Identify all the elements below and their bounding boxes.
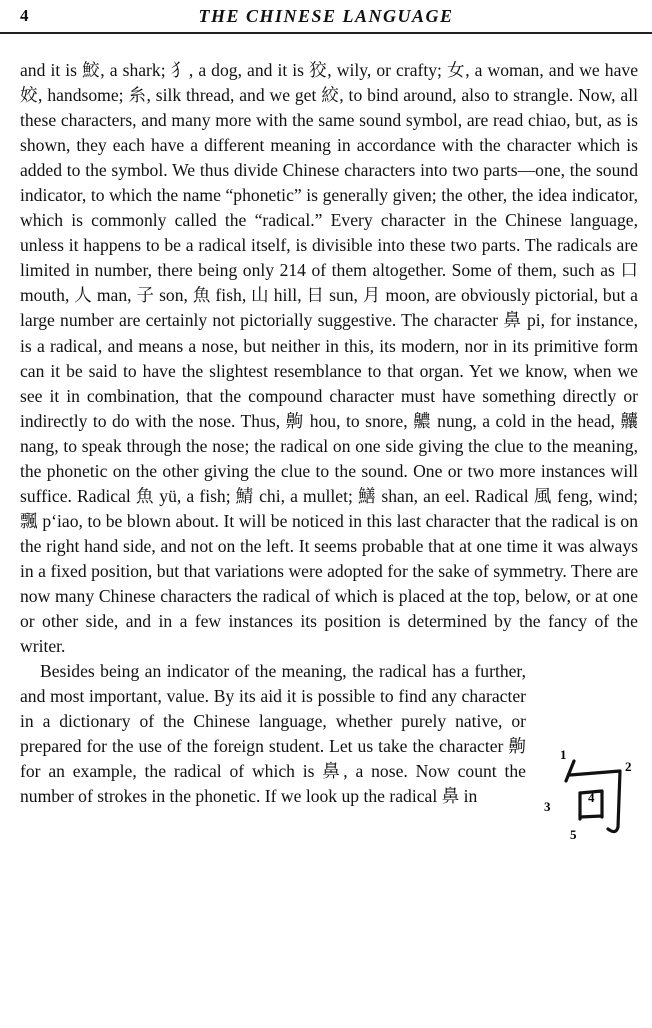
stroke-2 (570, 771, 620, 832)
stroke-5 (580, 816, 602, 817)
paragraph-2: Besides being an indicator of the meaning, the radical has a further, and most important, value. By its aid it is possible to find any character in a dictionary of the Chinese language, whether purely native, or prepared for the use of the foreign student. Let us take the character 齁 for an example, the radical of which is 鼻, a nose. Now count the number of strokes in the phonetic. If we look up the radical 鼻 in (20, 661, 526, 807)
page-header (0, 4, 652, 34)
stroke-number-1: 1 (560, 747, 567, 763)
stroke-number-4: 4 (588, 790, 595, 806)
stroke-1 (566, 761, 574, 781)
body-text (20, 58, 638, 859)
paragraph-1: and it is 鮫, a shark; 犭, a dog, and it is 狡, wily, or crafty; 女, a woman, and we have 姣, handsome; 糸, silk thread, and we get 絞, to bind around, also to strangle. Now, all these characters, and many more with the same sound symbol, are read chiao, but, as is shown, they each have a different meaning in accordance with the character which is added to the symbol. We thus divide Chinese characters into two parts—one, the sound indicator, to which the name “phonetic” is generally given; the other, the idea indicator, which is commonly called the “radical.” Every character in the Chinese language, unless it happens to be a radical itself, is divisible into these two parts. The radicals are limited in number, there being only 214 of them altogether. Some of them, such as 口 mouth, 人 man, 子 son, 魚 fish, 山 hill, 日 sun, 月 moon, are obviously pictorial, but a large number are certainly not pictorially suggestive. The character 鼻 pi, for instance, is a radical, and means a nose, but neither in this, its modern, nor in its primitive form can it be said to have the slightest resemblance to that organ. Yet we know, when we see it in combination, that the compound character must have something directly or indirectly to do with the nose. Thus, 齁 hou, to snore, 齈 nung, a cold in the head, 齉 nang, to speak through the nose; the radical on one side giving the clue to the meaning, the phonetic on the other giving the clue to the sound. One or two more instances will suffice. Radical 魚 yü, a fish; 鯖 chi, a mullet; 鱔 shan, an eel. Radical 風 feng, wind; 飄 p‘iao, to be blown about. It will be noticed in this last character that the radical is on the right hand side, and not on the left. It seems probable that at one time it was always in a fixed position, but that variations were adopted for the sake of symmetry. There are now many Chinese characters the radical of which is placed at the top, below, or at one or other side, and in a few instances its position is determined by the fancy of the writer. (20, 60, 638, 657)
running-title: THE CHINESE LANGUAGE (198, 6, 454, 26)
page-number: 4 (20, 6, 29, 25)
stroke-order-diagram (530, 711, 638, 859)
stroke-number-2: 2 (625, 759, 632, 775)
stroke-number-5: 5 (570, 827, 577, 843)
stroke-order-figure (530, 711, 638, 859)
stroke-number-3: 3 (544, 799, 551, 815)
